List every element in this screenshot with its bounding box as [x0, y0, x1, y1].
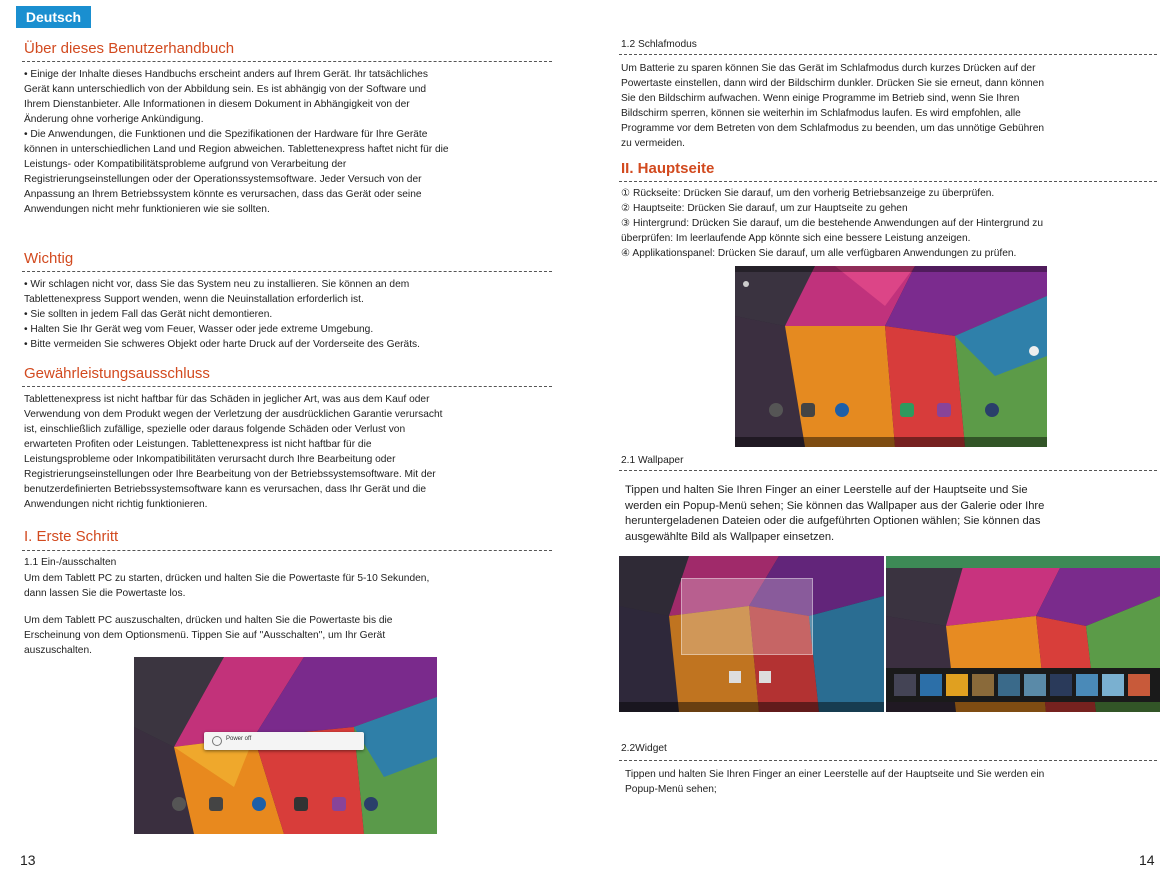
about-body: • Einige der Inhalte dieses Handbuchs erscheint anders auf Ihrem Gerät. Ihr tatsächliches Gerät kann unterschiedlich von der Abbildung sein. Es ist abhängig von der Software und Ihrem Dienstanbieter. Alle Informationen in diesem Dokument in Abhängigkeit von der Änderung ohne vorherige Ankündigung. • Die Anwendungen, die Funktionen und die Spezifikationen der Hardware für Ihre Geräte können in unterschiedlichen Land und Region abweichen. Tablettenexpress haftet nicht für die Leistungs- oder Kompatibilitätsprobleme aufgrund von Verarbeitung der Registrierungseinstellungen oder der Operationssystemsoftware. Jeder Versuch von der Anpassung an Ihrem Betriebssystem könnte es verursachen, dass das Gerät oder seine Anwendungen nicht mehr funktionieren wie sie sollten.: [24, 69, 449, 215]
dock-app-icon: [332, 797, 346, 811]
wallpaper-body: Tippen und halten Sie Ihren Finger an einer Leerstelle auf der Hauptseite und Sie werden ein Popup-Menü sehen; Sie können das Wallpaper aus der Galerie oder Ihre heruntergeladenen Dateien oder die aufgeführten Optionen wählen; Sie können das ausgewählte Bild als Wallpaper einsetzen.: [625, 484, 1045, 543]
home-screenshot: [735, 266, 1047, 447]
language-tab: Deutsch: [16, 6, 91, 28]
navigation-bar: [735, 437, 1047, 447]
power-on-body: Um dem Tablett PC zu starten, drücken und halten Sie die Powertaste für 5-10 Sekunden, dann lassen Sie die Powertaste los.: [24, 573, 430, 599]
dock-app-icon[interactable]: [769, 403, 783, 417]
wallpaper-thumbnail[interactable]: [1076, 674, 1098, 696]
divider: [22, 550, 552, 551]
subheading-wallpaper: 2.1 Wallpaper: [621, 455, 684, 466]
app-drawer-icon[interactable]: [1029, 346, 1039, 356]
power-off-screenshot: [134, 657, 437, 834]
dock-app-icon[interactable]: [985, 403, 999, 417]
dock-app-icon[interactable]: [835, 403, 849, 417]
power-icon: [212, 736, 222, 746]
page-number: 13: [20, 852, 36, 868]
wallpaper-thumbnail[interactable]: [894, 674, 916, 696]
section-heading-about: Über dieses Benutzerhandbuch: [24, 40, 235, 57]
power-off-dialog[interactable]: [204, 732, 364, 750]
sleep-body: Um Batterie zu sparen können Sie das Gerät im Schlafmodus durch kurzes Drücken auf der Powertaste einstellen, dann wird der Bildschirm dunkler. Drücken Sie sie erneut, dann können Sie den Bildschirm aufwachen. Wenn einige Programme im Betrieb sind, wenn Sie Ihren Bildschirm sperren, können sie weiterhin im Schlafmodus laufen. Es wird empfohlen, alle Programme vor dem Betreten von dem Schlafmodus zu beenden, um das unnötige Gebühren zu vermeiden.: [621, 63, 1045, 149]
dock-app-icon: [252, 797, 266, 811]
divider: [22, 386, 552, 387]
page-number: 14: [1139, 852, 1155, 868]
dock-app-icon[interactable]: [937, 403, 951, 417]
subheading-sleep: 1.2 Schlafmodus: [621, 39, 697, 50]
wallpaper-thumbnail[interactable]: [972, 674, 994, 696]
subheading-power: 1.1 Ein-/ausschalten: [24, 557, 117, 568]
widgets-option-icon[interactable]: [759, 671, 771, 683]
picker-header: [886, 556, 1160, 568]
dock-app-icon: [294, 797, 308, 811]
wallpaper-thumbnail[interactable]: [1128, 674, 1150, 696]
widget-body: Tippen und halten Sie Ihren Finger an einer Leerstelle auf der Hauptseite und Sie werden ein Popup-Menü sehen;: [625, 769, 1045, 795]
dock-app-icon: [172, 797, 186, 811]
divider: [619, 760, 1157, 761]
wallpaper-thumbnail[interactable]: [946, 674, 968, 696]
wallpaper-popup-screenshot: [619, 556, 884, 712]
section-heading-warranty: Gewährleistungsausschluss: [24, 365, 210, 382]
right-page: [587, 0, 1174, 873]
dock-app-icon: [364, 797, 378, 811]
wallpaper-thumbnail[interactable]: [1102, 674, 1124, 696]
wallpaper-thumbnail[interactable]: [1024, 674, 1046, 696]
wallpaper-image: [735, 266, 1047, 447]
home-body: ① Rückseite: Drücken Sie darauf, um den vorherig Betriebsanzeige zu überprüfen. ② Hauptseite: Drücken Sie darauf, um zur Hauptseite zu gehen ③ Hintergrund: Drücken Sie darauf, um die bestehende Anwendungen auf der Hintergrund zu überprüfen: Im leerlaufende App könnte sich eine bessere Leistung anzeigen. ④ Applikationspanel: Drücken Sie darauf, um alle verfügbaren Anwendungen zu prüfen.: [621, 188, 1043, 259]
wallpaper-picker-screenshot: [886, 556, 1160, 712]
subheading-widget: 2.2Widget: [621, 743, 667, 754]
dock-app-icon: [209, 797, 223, 811]
search-icon[interactable]: [743, 281, 749, 287]
divider: [22, 61, 552, 62]
wallpaper-thumbnail[interactable]: [1050, 674, 1072, 696]
wallpapers-option-icon[interactable]: [729, 671, 741, 683]
section-heading-important: Wichtig: [24, 250, 74, 267]
navigation-bar: [619, 702, 884, 712]
wallpaper-thumbnail[interactable]: [920, 674, 942, 696]
power-off-body: Um dem Tablett PC auszuschalten, drücken und halten Sie die Powertaste bis die Erscheinung von dem Optionsmenü. Tippen Sie auf "Ausschalten", um Ihr Gerät auszuschalten.: [24, 615, 393, 656]
thumbnail-strip: [886, 668, 1160, 702]
divider: [619, 54, 1157, 55]
power-off-label: Power off: [226, 736, 252, 742]
status-bar: [735, 266, 1047, 272]
important-body: • Wir schlagen nicht vor, dass Sie das System neu zu installieren. Sie können an dem Tablettenexpress Support wenden, wenn die Neuinstallation erforderlich ist. • Sie sollten in jedem Fall das Gerät nicht demontieren. • Halten Sie Ihr Gerät weg vom Feuer, Wasser oder jede extreme Umgebung. • Bitte vermeiden Sie schweres Objekt oder harte Druck auf der Vorderseite des Geräts.: [24, 279, 420, 350]
divider: [619, 181, 1157, 182]
navigation-bar: [886, 702, 1160, 712]
section-heading-first-steps: I. Erste Schritt: [24, 528, 119, 545]
wallpaper-thumbnail[interactable]: [998, 674, 1020, 696]
section-heading-home: II. Hauptseite: [621, 160, 715, 177]
divider: [22, 271, 552, 272]
dock-app-icon[interactable]: [801, 403, 815, 417]
warranty-body: Tablettenexpress ist nicht haftbar für das Schäden in jeglicher Art, was aus dem Kauf oder Verwendung von dem Produkt wegen der Verletzung der ausdrücklichen Garantie verursacht ist, einschließlich zufällige, spezielle oder daraus folgende Schäden oder Verlust von erwarteten Profiten oder Leistungen. Tablettenexpress ist nicht haftbar für die Leistungsprobleme oder Inkompatibilitäten verursacht durch Ihre Bearbeitung oder Registrierungseinstellungen oder Ihre Bearbeitung von der Betriebssystemsoftware. Mit der benutzerdefinierten Betriebssystemsoftware kann es verursachen, dass Ihr Gerät und die Anwendungen nicht richtig funktionieren.: [24, 394, 443, 510]
home-preview: [681, 578, 813, 655]
divider: [619, 470, 1157, 471]
dock-app-icon[interactable]: [900, 403, 914, 417]
